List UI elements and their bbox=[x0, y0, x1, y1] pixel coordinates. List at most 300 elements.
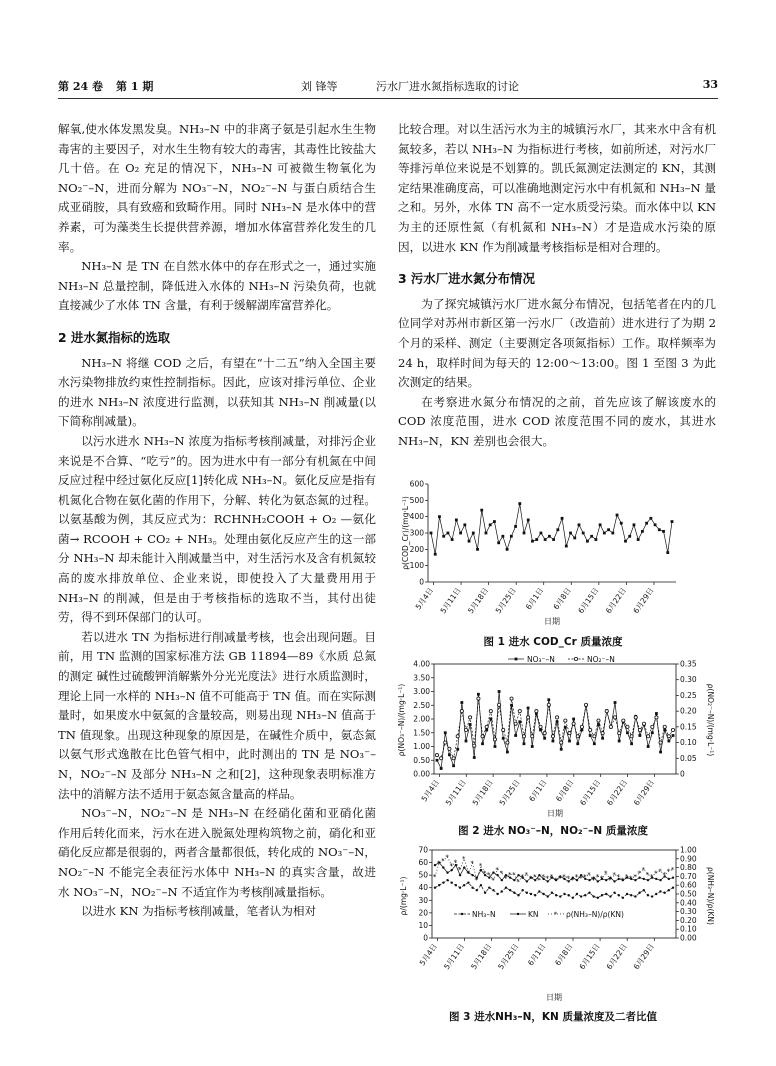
nitrite-point bbox=[671, 728, 674, 731]
cod-point bbox=[493, 520, 496, 523]
nitrate-point bbox=[560, 748, 563, 751]
ratio-point: * bbox=[633, 872, 637, 881]
nitrate-point bbox=[523, 742, 526, 745]
cod-point bbox=[480, 509, 483, 512]
nitrite-point bbox=[510, 697, 513, 700]
cod-point bbox=[582, 532, 585, 535]
cod-point bbox=[658, 528, 661, 531]
nitrate-point bbox=[473, 756, 476, 759]
nitrite-point bbox=[539, 725, 542, 728]
legend-label-ratio: ρ(NH₃–N)/ρ(KN) bbox=[566, 910, 624, 919]
nitrate-point bbox=[452, 764, 455, 767]
x-tick-label: 5月4日 bbox=[413, 585, 436, 612]
kn-point bbox=[459, 874, 461, 876]
nitrate-point bbox=[618, 740, 621, 743]
nitrate-point bbox=[456, 748, 459, 751]
nitrite-point bbox=[473, 744, 476, 747]
ammonia-point bbox=[584, 894, 586, 896]
nitrate-point bbox=[531, 745, 534, 748]
paragraph: NH₃–N 将继 COD 之后，有望在“十二五”纳入全国主要水污染物排放约束性控制指标。因此，应该对排污单位、企业的进水 NH₃–N 浓度进行监测，以获知其 NH₃–N 削减量(以下简称削减量)。 bbox=[58, 355, 376, 429]
nitrate-point bbox=[593, 742, 596, 745]
ratio-point: * bbox=[603, 869, 608, 878]
ratio-point: * bbox=[524, 871, 529, 880]
cod-point bbox=[599, 523, 602, 526]
nitrate-point bbox=[527, 707, 530, 710]
y-tick-label: 0.00 bbox=[413, 769, 430, 779]
kn-point bbox=[513, 879, 515, 881]
ammonia-point bbox=[442, 881, 444, 883]
ratio-point: * bbox=[478, 862, 483, 871]
ammonia-point bbox=[613, 892, 615, 894]
paragraph: 在考察进水氮分布情况的之前，首先应该了解该废水的 COD 浓度范围，进水 COD 浓度范围不同的废水，其进水 NH₃–N，KN 差别也会很大。 bbox=[398, 394, 716, 448]
section-heading: 3 污水厂进水氮分布情况 bbox=[398, 271, 535, 287]
ammonia-point bbox=[663, 892, 665, 894]
cod-point bbox=[527, 519, 530, 522]
nitrate-point bbox=[543, 737, 546, 740]
ammonia-point bbox=[597, 897, 599, 899]
ratio-point: * bbox=[541, 872, 545, 881]
legend-marker-ammonia bbox=[461, 913, 463, 915]
cod-point bbox=[438, 515, 441, 518]
ammonia-point bbox=[643, 889, 645, 891]
figure-2 bbox=[398, 656, 714, 818]
ratio-point: * bbox=[599, 874, 604, 883]
ratio-point: * bbox=[624, 872, 629, 881]
ratio-point: * bbox=[670, 865, 675, 874]
nitrite-point bbox=[460, 710, 463, 713]
legend-label-nitrite: NO₂⁻–N bbox=[587, 655, 615, 664]
paper-title: 污水厂进水氮指标选取的讨论 bbox=[376, 80, 519, 93]
ammonia-point bbox=[572, 897, 574, 899]
nitrite-point bbox=[477, 697, 480, 700]
x-tick-label: 6月15日 bbox=[578, 777, 603, 808]
y2-tick-label: 0.60 bbox=[680, 880, 697, 890]
y2-tick-label: 0.70 bbox=[680, 871, 697, 881]
nitrite-point bbox=[485, 725, 488, 728]
ratio-point: * bbox=[520, 872, 524, 881]
cod-point bbox=[616, 514, 619, 517]
nitrate-point bbox=[614, 701, 617, 704]
nitrate-point bbox=[576, 742, 579, 745]
y-tick-label: 0 bbox=[423, 933, 428, 943]
y2-tick-label: 0.35 bbox=[680, 659, 697, 669]
nitrate-point bbox=[440, 767, 443, 770]
nitrate-point bbox=[626, 731, 629, 734]
nitrate-line bbox=[437, 692, 673, 769]
ammonia-point bbox=[488, 887, 490, 889]
cod-point bbox=[442, 535, 445, 538]
cod-point bbox=[518, 502, 521, 505]
nitrate-point bbox=[460, 701, 463, 704]
nitrate-point bbox=[638, 734, 641, 737]
kn-point bbox=[605, 879, 607, 881]
ammonia-point bbox=[618, 894, 620, 896]
kn-point bbox=[659, 879, 661, 881]
ammonia-point bbox=[446, 879, 448, 881]
x-tick-label: 6月15日 bbox=[577, 941, 602, 972]
nitrate-point bbox=[518, 720, 521, 723]
figure-1-caption: 图 1 进水 COD_Cr 质量浓度 bbox=[483, 636, 623, 648]
nitrite-point bbox=[659, 741, 662, 744]
x-tick-label: 5月25日 bbox=[496, 941, 521, 972]
kn-point bbox=[526, 880, 528, 882]
nitrite-point bbox=[522, 735, 525, 738]
ratio-point: * bbox=[462, 855, 466, 864]
ammonia-point bbox=[480, 884, 482, 886]
cod-point bbox=[671, 520, 674, 523]
ammonia-point bbox=[471, 887, 473, 889]
y-axis-label: ρ/(mg·L⁻¹) bbox=[399, 876, 408, 916]
ammonia-point bbox=[638, 892, 640, 894]
kn-point bbox=[655, 878, 657, 880]
cod-point bbox=[510, 535, 513, 538]
nitrite-point bbox=[456, 735, 459, 738]
nitrate-point bbox=[630, 742, 633, 745]
y2-tick-label: 0.10 bbox=[680, 738, 697, 748]
nitrite-point bbox=[564, 719, 567, 722]
ammonia-point bbox=[555, 894, 557, 896]
nitrite-point bbox=[448, 747, 451, 750]
cod-chart bbox=[398, 478, 708, 628]
issue: 第 1 期 bbox=[116, 80, 154, 93]
kn-point bbox=[588, 879, 590, 881]
cod-point bbox=[578, 523, 581, 526]
nitrite-point bbox=[489, 710, 492, 713]
cod-point bbox=[645, 522, 648, 525]
ratio-point: * bbox=[537, 876, 541, 885]
ammonia-point bbox=[580, 895, 582, 897]
ratio-point: * bbox=[649, 872, 654, 881]
ratio-point: * bbox=[574, 872, 579, 881]
cod-point bbox=[641, 530, 644, 533]
nitrate-point bbox=[601, 737, 604, 740]
x-tick-label: 5月18日 bbox=[470, 777, 495, 808]
y-tick-label: 70 bbox=[418, 845, 428, 855]
kn-point bbox=[672, 876, 674, 878]
cod-point bbox=[468, 540, 471, 543]
ammonia-point bbox=[513, 892, 515, 894]
nitrate-nitrite-chart bbox=[398, 656, 714, 818]
ammonia-point bbox=[438, 884, 440, 886]
x-tick-label: 6月8日 bbox=[554, 777, 576, 804]
ammonia-point bbox=[521, 889, 523, 891]
ammonia-point bbox=[451, 881, 453, 883]
cod-point bbox=[497, 541, 500, 544]
nitrite-point bbox=[622, 719, 625, 722]
nitrite-point bbox=[543, 732, 546, 735]
nitrite-point bbox=[547, 703, 550, 706]
nitrite-point bbox=[469, 716, 472, 719]
ratio-point: * bbox=[595, 872, 600, 881]
y-tick-label: 0 bbox=[419, 577, 424, 587]
ammonia-point bbox=[668, 889, 670, 891]
y2-tick-label: 0.05 bbox=[680, 753, 697, 763]
paragraph: 若以进水 TN 为指标进行削减量考核，也会出现问题。目前，用 TN 监测的国家标准方法 GB 11894—89《水质 总氮的测定 碱性过硫酸钾消解紫外分光光度法》进行水质监测时，理论上同一水样的 NH₃–N 值不可能高于 TN 值。而在实际测量时，如果废水中氨氮的含量较高，则易出现 NH₃–N 值高于 TN 值现象。出现这种现象的原因是，在碱性介质中，氨态氮以氨气形式逸散在比色管气相中，此时测出的 TN 是 NO₃⁻–N，NO₂⁻–N 及部分 NH₃–N 之和[2]，这种现象表明标准方法中的消解方法不适用于氨态氮含量高的样品。 bbox=[58, 629, 376, 801]
y2-tick-label: 0.15 bbox=[680, 722, 697, 732]
ratio-point: * bbox=[545, 874, 550, 883]
nitrite-point bbox=[514, 722, 517, 725]
ammonia-point bbox=[559, 895, 561, 897]
y2-tick-label: 0.50 bbox=[680, 889, 697, 899]
legend-marker-nitrate bbox=[515, 658, 518, 661]
nitrite-point bbox=[655, 716, 658, 719]
nitrite-point bbox=[642, 722, 645, 725]
cod-point bbox=[628, 535, 631, 538]
cod-point bbox=[514, 525, 517, 528]
kn-point bbox=[471, 874, 473, 876]
cod-point bbox=[561, 517, 564, 520]
cod-point bbox=[649, 517, 652, 520]
ratio-point: * bbox=[482, 869, 487, 878]
cod-point bbox=[573, 537, 576, 540]
y-tick-label: 200 bbox=[409, 544, 424, 554]
ratio-point: * bbox=[449, 862, 454, 871]
ammonia-point bbox=[563, 893, 565, 895]
ratio-point: * bbox=[616, 872, 621, 881]
nitrite-point bbox=[605, 710, 608, 713]
nitrate-point bbox=[552, 740, 555, 743]
nitrate-point bbox=[568, 740, 571, 743]
ratio-point: * bbox=[453, 858, 458, 867]
figure-1 bbox=[398, 478, 708, 628]
ratio-point: * bbox=[570, 876, 575, 885]
x-tick-label: 5月18日 bbox=[469, 941, 494, 972]
nitrite-point bbox=[626, 725, 629, 728]
ratio-point: * bbox=[441, 856, 445, 865]
cod-point bbox=[607, 528, 610, 531]
ratio-point: * bbox=[457, 865, 462, 874]
legend-marker-ratio: * bbox=[553, 910, 558, 919]
nitrate-point bbox=[589, 734, 592, 737]
nitrate-point bbox=[444, 731, 447, 734]
cod-point bbox=[594, 538, 597, 541]
ratio-point: * bbox=[533, 872, 537, 881]
ratio-point: * bbox=[549, 872, 554, 881]
ammonia-point bbox=[484, 892, 486, 894]
ratio-point: * bbox=[516, 878, 520, 887]
ratio-point: * bbox=[466, 869, 470, 878]
ratio-point: * bbox=[566, 874, 570, 883]
y2-axis-label: ρ(NO₂⁻–N)/(mg·L⁻¹) bbox=[706, 683, 715, 757]
nitrite-point bbox=[584, 703, 587, 706]
ammonia-point bbox=[651, 895, 653, 897]
paragraph: 以进水 KN 为指标考核削减量，笔者认为相对 bbox=[81, 904, 317, 919]
ammonia-point bbox=[647, 894, 649, 896]
cod-point bbox=[489, 523, 492, 526]
ammonia-point bbox=[634, 895, 636, 897]
kn-point bbox=[647, 879, 649, 881]
x-tick-label: 5月11日 bbox=[441, 941, 467, 972]
y2-tick-label: 0.40 bbox=[680, 898, 697, 908]
ammonia-point bbox=[505, 887, 507, 889]
nitrite-point bbox=[498, 703, 501, 706]
nitrite-point bbox=[506, 741, 509, 744]
ammonia-point bbox=[655, 893, 657, 895]
cod-point bbox=[501, 535, 504, 538]
nitrite-point bbox=[435, 754, 438, 757]
nitrate-point bbox=[498, 690, 501, 693]
ammonia-point bbox=[459, 887, 461, 889]
figure-3 bbox=[398, 846, 714, 1004]
nitrite-point bbox=[535, 710, 538, 713]
cod-point bbox=[662, 530, 665, 533]
y2-tick-label: 0.20 bbox=[680, 915, 697, 925]
ratio-point: * bbox=[445, 853, 449, 862]
x-tick-label: 6月1日 bbox=[523, 585, 546, 612]
ammonia-point bbox=[492, 889, 494, 891]
x-tick-label: 6月1日 bbox=[527, 777, 549, 804]
y-tick-label: 50 bbox=[418, 870, 428, 880]
cod-point bbox=[548, 535, 551, 538]
kn-point bbox=[613, 880, 615, 882]
cod-point bbox=[485, 532, 488, 535]
nitrate-point bbox=[667, 740, 670, 743]
ratio-point: * bbox=[507, 871, 512, 880]
x-tick-label: 5月11日 bbox=[438, 585, 463, 616]
y-tick-label: 3.00 bbox=[413, 687, 430, 696]
ratio-point: * bbox=[587, 871, 591, 880]
cod-point bbox=[603, 532, 606, 535]
nitrite-point bbox=[667, 735, 670, 738]
x-tick-label: 5月18日 bbox=[466, 585, 491, 616]
ammonia-point bbox=[467, 881, 469, 883]
nitrate-point bbox=[448, 753, 451, 756]
cod-point bbox=[624, 540, 627, 543]
ratio-point: * bbox=[491, 876, 495, 885]
ratio-point: * bbox=[512, 871, 516, 880]
ammonia-point bbox=[659, 890, 661, 892]
figure-3-caption: 图 3 进水NH₃–N，KN 质量浓度及二者比值 bbox=[449, 1011, 657, 1023]
y-tick-label: 2.00 bbox=[413, 714, 430, 724]
kn-point bbox=[446, 871, 448, 873]
nitrite-point bbox=[555, 716, 558, 719]
left-column bbox=[58, 120, 376, 922]
nitrite-point bbox=[531, 735, 534, 738]
ratio-point: * bbox=[487, 871, 491, 880]
x-tick-label: 6月29日 bbox=[631, 941, 656, 972]
nitrate-point bbox=[494, 745, 497, 748]
cod-point bbox=[451, 538, 454, 541]
nitrite-point bbox=[493, 738, 496, 741]
cod-point bbox=[552, 538, 555, 541]
ammonia-point bbox=[567, 894, 569, 896]
ratio-point: * bbox=[654, 869, 658, 878]
ratio-point: * bbox=[578, 874, 583, 883]
y-tick-label: 600 bbox=[409, 479, 424, 489]
y2-axis-label: ρ(NH₃–N)/ρ(KN) bbox=[706, 867, 715, 925]
kn-point bbox=[501, 879, 503, 881]
ammonia-point bbox=[534, 894, 536, 896]
nitrite-point bbox=[597, 719, 600, 722]
y-axis-label: ρ(COD_Cr)/(mg·L⁻¹) bbox=[401, 496, 410, 570]
ratio-point: * bbox=[620, 876, 625, 885]
ratio-point: * bbox=[499, 869, 504, 878]
y-tick-label: 10 bbox=[418, 920, 428, 930]
y-tick-label: 0.50 bbox=[413, 755, 430, 765]
ammonia-point bbox=[455, 884, 457, 886]
y2-tick-label: 0.90 bbox=[680, 854, 697, 864]
nitrate-point bbox=[502, 737, 505, 740]
cod-point bbox=[586, 540, 589, 543]
ammonia-point bbox=[609, 895, 611, 897]
nitrate-point bbox=[485, 729, 488, 732]
ratio-point: * bbox=[641, 865, 646, 874]
y2-tick-label: 0.25 bbox=[680, 690, 697, 700]
right-column bbox=[398, 120, 716, 452]
kn-point bbox=[668, 878, 670, 880]
x-tick-label: 6月29日 bbox=[631, 777, 657, 808]
ratio-point: * bbox=[612, 871, 616, 880]
cod-point bbox=[531, 540, 534, 543]
ratio-point: * bbox=[662, 871, 666, 880]
nitrite-point bbox=[526, 716, 529, 719]
ratio-point: * bbox=[658, 867, 662, 876]
paragraph: NH₃–N 是 TN 在自然水体中的存在形式之一，通过实施 NH₃–N 总量控制，降低进入水体的 NH₃–N 污染负荷，也就直接减少了水体 TN 含量，有利于缓解湖库富营养化。 bbox=[58, 259, 376, 313]
ratio-point: * bbox=[608, 876, 612, 885]
ratio-point: * bbox=[562, 872, 566, 881]
cod-point bbox=[590, 535, 593, 538]
nitrite-point bbox=[634, 716, 637, 719]
x-tick-label: 6月22日 bbox=[603, 585, 629, 616]
nitrate-point bbox=[659, 751, 662, 754]
y2-tick-label: 0.00 bbox=[680, 933, 697, 943]
kn-point bbox=[517, 874, 519, 876]
y2-tick-label: 0.30 bbox=[680, 907, 697, 917]
y-tick-label: 3.50 bbox=[413, 673, 430, 683]
nitrite-point bbox=[601, 732, 604, 735]
nitrate-point bbox=[647, 745, 650, 748]
legend-label-kn: KN bbox=[528, 910, 539, 919]
cod-point bbox=[620, 522, 623, 525]
ammonia-point bbox=[542, 893, 544, 895]
y-axis-label: ρ(NO₃⁻–N)/(mg·L⁻¹) bbox=[397, 683, 406, 757]
nitrate-point bbox=[539, 729, 542, 732]
cod-point bbox=[506, 548, 509, 551]
cod-point bbox=[455, 519, 458, 522]
cod-point bbox=[633, 523, 636, 526]
ratio-point: * bbox=[495, 865, 499, 874]
kn-point bbox=[496, 874, 498, 876]
ammonia-point bbox=[605, 893, 607, 895]
paragraph: 比较合理。对以生活污水为主的城镇污水厂，其来水中含有机氮较多，若以 NH₃–N 为指标进行考核，如前所述，对污水厂等排污单位来说是不划算的。凯氏氮测定法测定的 KN，其测定结果准确度高，可以准确地测定污水中有机氮和 NH₃–N 量之和。另外，水体 TN 高不一定水质受污染。而水体中以 KN 为主的还原性氮（有机氮和 NH₃–N）才是造成水污染的原因，以进水 KN 作为削减量考核指标是相对合理的。 bbox=[398, 122, 716, 254]
ratio-point: * bbox=[470, 859, 474, 868]
paragraph: 为了探究城镇污水厂进水氮分布情况，包括笔者在内的几位同学对苏州市新区第一污水厂（改造前）进水进行了为期 2 个月的采样、测定（主要测定各项氮指标）工作。取样频率为 24 h，取样时间为每天的 12:00～13:00。图 1 至图 3 为此次测定的结果。 bbox=[398, 296, 716, 390]
cod-point bbox=[654, 523, 657, 526]
nitrite-point bbox=[638, 728, 641, 731]
nitrite-point bbox=[630, 735, 633, 738]
paragraph: 解氧,使水体发黑发臭。NH₃–N 中的非离子氨是引起水生生物毒害的主要因子，对水生生物有较大的毒害，其毒性比铵盐大几十倍。在 O₂ 充足的情况下，NH₃–N 可被微生物氧化为 NO₂⁻–N，进而分解为 NO₃⁻–N，NO₂⁻–N 与蛋白质结合生成亚硝胺，具有致癌和致畸作用。同时 NH₃–N 是水体中的营养素，可为藻类生长提供营养源，增加水体富营养化发生的几率。 bbox=[58, 122, 376, 254]
x-tick-label: 6月22日 bbox=[605, 777, 630, 808]
ratio-point: * bbox=[432, 872, 437, 881]
kn-point bbox=[463, 866, 465, 868]
nitrate-point bbox=[581, 729, 584, 732]
cod-point bbox=[463, 523, 466, 526]
cod-point bbox=[556, 528, 559, 531]
x-tick-label: 6月15日 bbox=[576, 585, 601, 616]
nitrate-point bbox=[481, 742, 484, 745]
ammonia-point bbox=[547, 895, 549, 897]
ammonia-point bbox=[622, 897, 624, 899]
y-tick-label: 2.50 bbox=[413, 700, 430, 710]
ratio-point: * bbox=[629, 874, 633, 883]
ammonia-point bbox=[630, 894, 632, 896]
nitrite-point bbox=[518, 710, 521, 713]
ratio-point: * bbox=[436, 859, 441, 868]
ammonia-point bbox=[592, 895, 594, 897]
nitrite-point bbox=[589, 728, 592, 731]
nitrate-point bbox=[477, 693, 480, 696]
paragraph: 以污水进水 NH₃–N 浓度为指标考核削减量，对排污企业来说是不合算、“吃亏”的。因为进水中有一部分有机氮在中间反应过程中经过氨化反应[1]转化成 NH₃–N。氨化反应是指有机氮化合物在氨化菌的作用下，分解、转化为氨态氮的过程。以氨基酸为例，其反应式为：RCHNH₂COOH + O₂ —氨化菌→ RCOOH + CO₂ + NH₃。处理由氨化反应产生的这一部分 NH₃–N 却未能计入削减量当中，对生活污水及含有机氮较高的废水排放单位、企业来说，即使投入了大量费用用于 NH₃–N 的削减，但是由于考核指标的选取不当，其付出徒劳，得不到环保部门的认可。 bbox=[58, 433, 376, 625]
